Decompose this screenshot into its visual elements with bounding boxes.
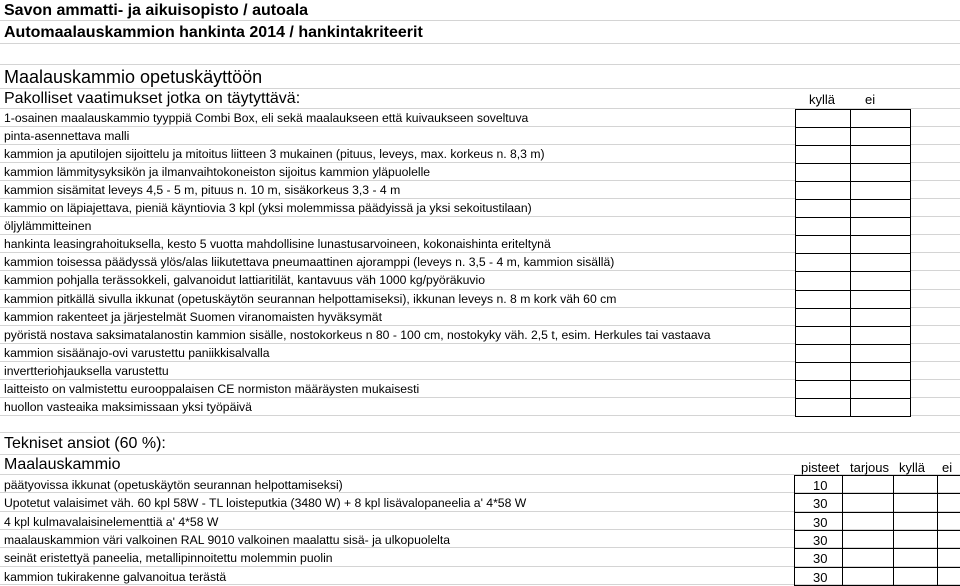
points-cell <box>794 493 843 513</box>
yes-checkbox[interactable] <box>795 362 851 381</box>
column-header-yes: kyllä <box>899 460 926 475</box>
no-checkbox[interactable] <box>850 344 911 363</box>
section2-heading-row <box>0 433 960 455</box>
no-checkbox[interactable] <box>937 548 960 568</box>
points-value: 30 <box>813 496 828 511</box>
no-checkbox[interactable] <box>850 127 911 146</box>
no-checkbox[interactable] <box>850 109 911 128</box>
points-cell <box>794 512 843 531</box>
yes-checkbox[interactable] <box>795 199 851 218</box>
no-checkbox[interactable] <box>937 530 960 549</box>
subtitle-row <box>0 21 960 44</box>
offer-cell[interactable] <box>842 530 894 549</box>
section1-subheading: Pakolliset vaatimukset jotka on täytyttävä: <box>4 90 301 107</box>
requirement-text: pyöristä nostava saksimatalanostin kammion sisälle, nostokorkeus n 80 - 100 cm, nostokyky väh. 2,5 t, esim. Herkules tai vastaava <box>4 328 711 342</box>
requirement-text: pinta-asennettava malli <box>4 129 130 143</box>
section1-subheading-row <box>0 89 960 109</box>
column-header-no: ei <box>942 460 953 475</box>
yes-checkbox[interactable] <box>893 530 938 549</box>
yes-checkbox[interactable] <box>795 181 851 200</box>
requirement-text: laitteisto on valmistettu eurooppalaisen CE normiston määräysten mukaisesti <box>4 382 420 396</box>
no-checkbox[interactable] <box>850 181 911 200</box>
yes-checkbox[interactable] <box>893 548 938 568</box>
no-checkbox[interactable] <box>850 217 911 236</box>
yes-checkbox[interactable] <box>893 493 938 513</box>
yes-checkbox[interactable] <box>795 380 851 399</box>
column-header-no: ei <box>865 92 876 107</box>
no-checkbox[interactable] <box>850 199 911 218</box>
yes-checkbox[interactable] <box>795 326 851 345</box>
empty-row <box>0 414 960 433</box>
offer-cell[interactable] <box>842 493 894 513</box>
technical-item-text: maalauskammion väri valkoinen RAL 9010 valkoinen maalattu sisä- ja ulkopuolelta <box>4 533 450 547</box>
no-checkbox[interactable] <box>850 326 911 345</box>
offer-cell[interactable] <box>842 475 894 494</box>
points-value: 30 <box>813 551 828 566</box>
technical-item-text: seinät eristettyä paneelia, metallipinnoitettu molemmin puolin <box>4 551 333 565</box>
points-value: 30 <box>813 570 828 585</box>
yes-checkbox[interactable] <box>795 163 851 182</box>
points-value: 30 <box>813 533 828 548</box>
no-checkbox[interactable] <box>850 362 911 381</box>
points-value: 10 <box>813 478 828 493</box>
document-title: Savon ammatti- ja aikuisopisto / autoala <box>4 2 309 19</box>
no-checkbox[interactable] <box>850 380 911 399</box>
column-header-points: pisteet <box>801 460 840 475</box>
points-value: 30 <box>813 515 828 530</box>
no-checkbox[interactable] <box>937 512 960 531</box>
requirement-text: kammio on läpiajettava, pieniä käyntiovia 3 kpl (yksi molemmissa päädyissä ja yksi sekoitustilaan) <box>4 201 532 215</box>
requirement-text: hankinta leasingrahoituksella, kesto 5 vuotta mahdollisine lunastusarvoineen, kokonaishinta eriteltynä <box>4 237 551 251</box>
yes-checkbox[interactable] <box>795 217 851 236</box>
yes-checkbox[interactable] <box>795 235 851 254</box>
section2-subheading-row <box>0 455 960 475</box>
requirement-text: huollon vasteaika maksimissaan yksi työpäivä <box>4 400 252 414</box>
requirement-text: kammion rakenteet ja järjestelmät Suomen viranomaisten hyväksymät <box>4 310 382 324</box>
yes-checkbox[interactable] <box>795 145 851 164</box>
section2-subheading: Maalauskammio <box>4 456 121 473</box>
empty-row <box>0 44 960 65</box>
requirement-text: 1-osainen maalauskammio tyyppiä Combi Box, eli sekä maalaukseen että kuivaukseen soveltuva <box>4 111 529 125</box>
technical-item-text: päätyovissa ikkunat (opetuskäytön seurannan helpottamiseksi) <box>4 478 343 492</box>
technical-item-text: Upotetut valaisimet väh. 60 kpl 58W - TL loisteputkia (3480 W) + 8 kpl lisävalopaneelia a' 4*58 W <box>4 496 527 510</box>
no-checkbox[interactable] <box>850 253 911 272</box>
no-checkbox[interactable] <box>850 235 911 254</box>
offer-cell[interactable] <box>842 548 894 568</box>
no-checkbox[interactable] <box>850 145 911 164</box>
no-checkbox[interactable] <box>850 163 911 182</box>
yes-checkbox[interactable] <box>795 109 851 128</box>
yes-checkbox[interactable] <box>795 308 851 327</box>
technical-item-text: kammion tukirakenne galvanoitua terästä <box>4 570 227 584</box>
points-cell <box>794 530 843 549</box>
requirement-text: kammion lämmitysyksikön ja ilmanvaihtokoneiston sijoitus kammion yläpuolelle <box>4 165 431 179</box>
yes-checkbox[interactable] <box>893 567 938 586</box>
no-checkbox[interactable] <box>850 271 911 291</box>
requirement-text: kammion toisessa päädyssä ylös/alas liikutettava pneumaattinen ajoramppi (leveys n. 3,5 - 4 m, kammion sisällä) <box>4 255 615 269</box>
column-header-offer: tarjous <box>850 460 890 475</box>
section1-heading-row <box>0 65 960 89</box>
points-cell <box>794 475 843 494</box>
no-checkbox[interactable] <box>937 493 960 513</box>
column-header-yes: kyllä <box>809 92 836 107</box>
yes-checkbox[interactable] <box>795 290 851 309</box>
section1-heading: Maalauskammio opetuskäyttöön <box>4 67 263 87</box>
yes-checkbox[interactable] <box>795 344 851 363</box>
no-checkbox[interactable] <box>850 290 911 309</box>
points-cell <box>794 567 843 586</box>
requirement-text: kammion ja aputilojen sijoittelu ja mitoitus liitteen 3 mukainen (pituus, leveys, max. korkeus n. 8,3 m) <box>4 147 545 161</box>
no-checkbox[interactable] <box>937 475 960 494</box>
requirement-text: invertteriohjauksella varustettu <box>4 364 169 378</box>
yes-checkbox[interactable] <box>893 512 938 531</box>
requirement-text: kammion sisäänajo-ovi varustettu paniikkisalvalla <box>4 346 270 360</box>
technical-item-text: 4 kpl kulmavalaisinelementtiä a' 4*58 W <box>4 515 219 529</box>
no-checkbox[interactable] <box>937 567 960 586</box>
requirement-text: kammion sisämitat leveys 4,5 - 5 m, pituus n. 10 m, sisäkorkeus 3,3 - 4 m <box>4 183 401 197</box>
yes-checkbox[interactable] <box>893 475 938 494</box>
document-subtitle: Automaalauskammion hankinta 2014 / hankintakriteerit <box>4 24 423 41</box>
yes-checkbox[interactable] <box>795 271 851 291</box>
yes-checkbox[interactable] <box>795 127 851 146</box>
requirement-text: öljylämmitteinen <box>4 219 92 233</box>
yes-checkbox[interactable] <box>795 253 851 272</box>
offer-cell[interactable] <box>842 512 894 531</box>
offer-cell[interactable] <box>842 567 894 586</box>
no-checkbox[interactable] <box>850 308 911 327</box>
title-row <box>0 0 960 21</box>
requirement-text: kammion pohjalla terässokkeli, galvanoidut lattiaritilät, kantavuus väh 1000 kg/pyöräkuvio <box>4 273 485 287</box>
requirement-text: kammion pitkällä sivulla ikkunat (opetuskäytön seurannan helpottamiseksi), ikkunan leveys n. 8 m kork väh 60 cm <box>4 292 617 306</box>
points-cell <box>794 548 843 568</box>
section2-heading: Tekniset ansiot (60 %): <box>4 435 166 452</box>
